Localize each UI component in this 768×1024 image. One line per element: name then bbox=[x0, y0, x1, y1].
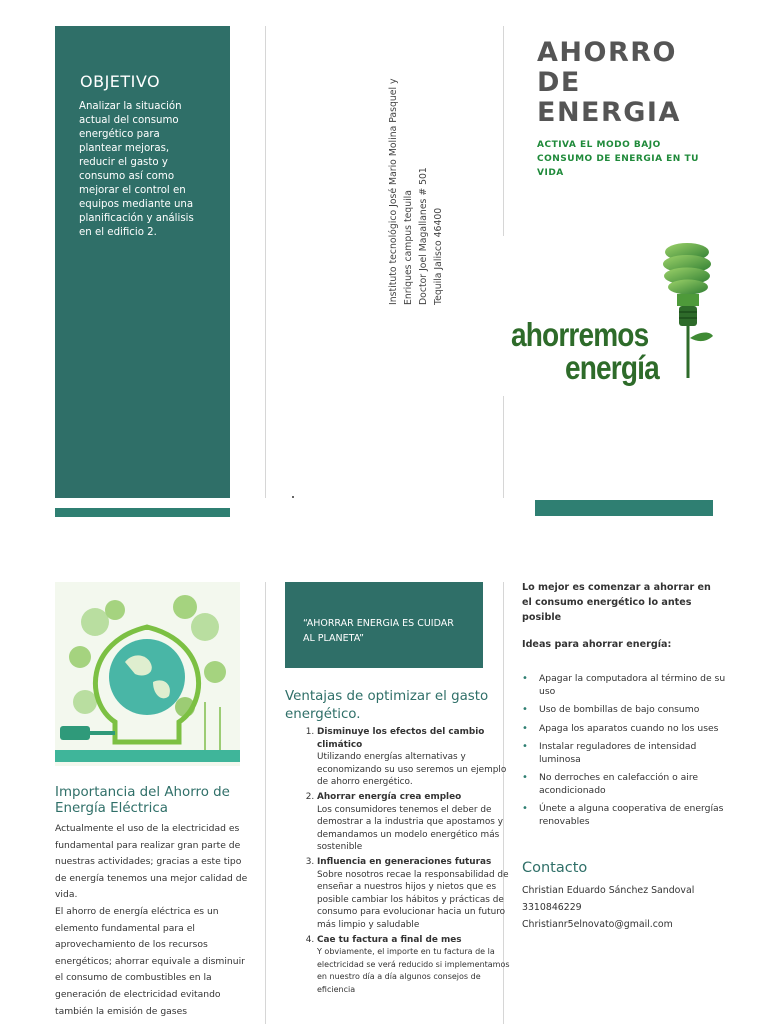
fold-divider-4 bbox=[265, 582, 266, 1024]
advantage-text: Los consumidores tenemos el deber de demostrar a la industria que apostamos y demandamos un modelo energético más sostenible bbox=[317, 804, 503, 853]
address-line: Instituto tecnológico José Mario Molina Pasquel y bbox=[388, 78, 399, 305]
contact-email: Christianr5elnovato@gmail.com bbox=[522, 919, 673, 930]
idea-item: • Uso de bombillas de bajo consumo bbox=[539, 704, 734, 717]
cover-title-line: AHORRO bbox=[537, 37, 677, 68]
earth-bulb-illustration bbox=[55, 582, 240, 766]
advantage-heading: 1. Disminuye los efectos del cambio climático bbox=[317, 727, 485, 750]
advantage-text: Utilizando energías alternativas y economizando su uso seremos un ejemplo de ahorro energético. bbox=[317, 752, 507, 788]
idea-item: • Apaga los aparatos cuando no los uses bbox=[539, 723, 734, 736]
advantage-heading: 4. Cae tu factura a final de mes bbox=[317, 934, 462, 945]
advantage-item bbox=[317, 726, 517, 789]
advantages-title: Ventajas de optimizar el gasto energético. bbox=[285, 689, 489, 722]
fold-divider-2 bbox=[503, 26, 504, 236]
advantage-item bbox=[317, 791, 517, 854]
address-line: Doctor Joel Magallanes # 501 bbox=[418, 167, 429, 305]
contact-block bbox=[522, 882, 694, 933]
advantage-heading: 3. Influencia en generaciones futuras bbox=[317, 856, 492, 867]
address-line: Enriques campus tequila bbox=[403, 190, 414, 305]
ideas-title: Ideas para ahorrar energía: bbox=[522, 639, 672, 650]
logo-word-2: energía bbox=[565, 349, 659, 386]
address-line: Tequila Jalisco 46400 bbox=[433, 207, 444, 305]
importance-text: Actualmente el uso de la electricidad es fundamental para realizar gran parte de nuestras actividades; gracias a este tipo de energía tenemos una mejor calidad de vida. El ahorro de energía eléctrica es un elemento fundamental para el aprovechamiento de los recursos energéticos; ahorrar equivale a disminuir el consumo de combustibles en la generación de electricidad evitando también la emisión de gases bbox=[55, 823, 248, 1017]
ideas-list bbox=[522, 673, 734, 834]
advantage-item bbox=[317, 934, 517, 997]
cover-title-line: ENERGIA bbox=[537, 97, 681, 128]
advantage-text: Sobre nosotros recae la responsabilidad de enseñar a nuestros hijos y nietos que es posible cambiar los hábitos y prácticas de consumo para evolucionar hacia un futuro más limpio y saludable bbox=[317, 869, 509, 930]
idea-item: • Apagar la computadora al término de su uso bbox=[539, 673, 734, 698]
advantages-list bbox=[285, 726, 517, 998]
objective-footer-bar bbox=[55, 508, 230, 517]
contact-name: Christian Eduardo Sánchez Sandoval bbox=[522, 885, 695, 896]
importance-title: Importancia del Ahorro de Energía Eléctrica bbox=[55, 785, 230, 816]
objective-panel bbox=[55, 26, 230, 498]
advantage-item bbox=[317, 856, 517, 932]
address-block bbox=[386, 45, 446, 305]
fold-divider-1 bbox=[265, 26, 266, 498]
contact-phone: 3310846229 bbox=[522, 902, 582, 913]
tips-intro: Lo mejor es comenzar a ahorrar en el consumo energético lo antes posible bbox=[522, 582, 711, 623]
idea-item: • Instalar reguladores de intensidad luminosa bbox=[539, 741, 734, 766]
objective-title: OBJETIVO bbox=[80, 72, 161, 91]
idea-item: • No derroches en calefacción o aire acondicionado bbox=[539, 772, 734, 797]
objective-text: Analizar la situación actual del consumo energético para plantear mejoras, reducir el gasto y consumo así como mejorar el control en equipos mediante una planificación y análisis en el edificio 2. bbox=[79, 101, 194, 238]
quote-text: “AHORRAR ENERGIA ES CUIDAR AL PLANETA” bbox=[303, 618, 454, 644]
cover-title bbox=[537, 38, 681, 128]
cover-subtitle: ACTIVA EL MODO BAJO CONSUMO DE ENERGIA EN TU VIDA bbox=[537, 140, 699, 178]
fold-divider-3 bbox=[503, 396, 504, 498]
logo-word-1: ahorremos bbox=[511, 316, 649, 353]
idea-item: • Únete a alguna cooperativa de energías renovables bbox=[539, 803, 734, 828]
cover-title-line: DE bbox=[537, 67, 581, 98]
contact-title: Contacto bbox=[522, 860, 588, 876]
dot-mark bbox=[292, 496, 294, 498]
advantage-heading: 2. Ahorrar energía crea empleo bbox=[317, 791, 462, 802]
cover-footer-bar bbox=[535, 500, 713, 516]
ahorremos-energia-logo bbox=[505, 236, 720, 396]
advantage-text: Y obviamente, el importe en tu factura de la electricidad se verá reducido si implementamos en nuestro día a día algunos consejos de eficiencia bbox=[317, 947, 510, 994]
